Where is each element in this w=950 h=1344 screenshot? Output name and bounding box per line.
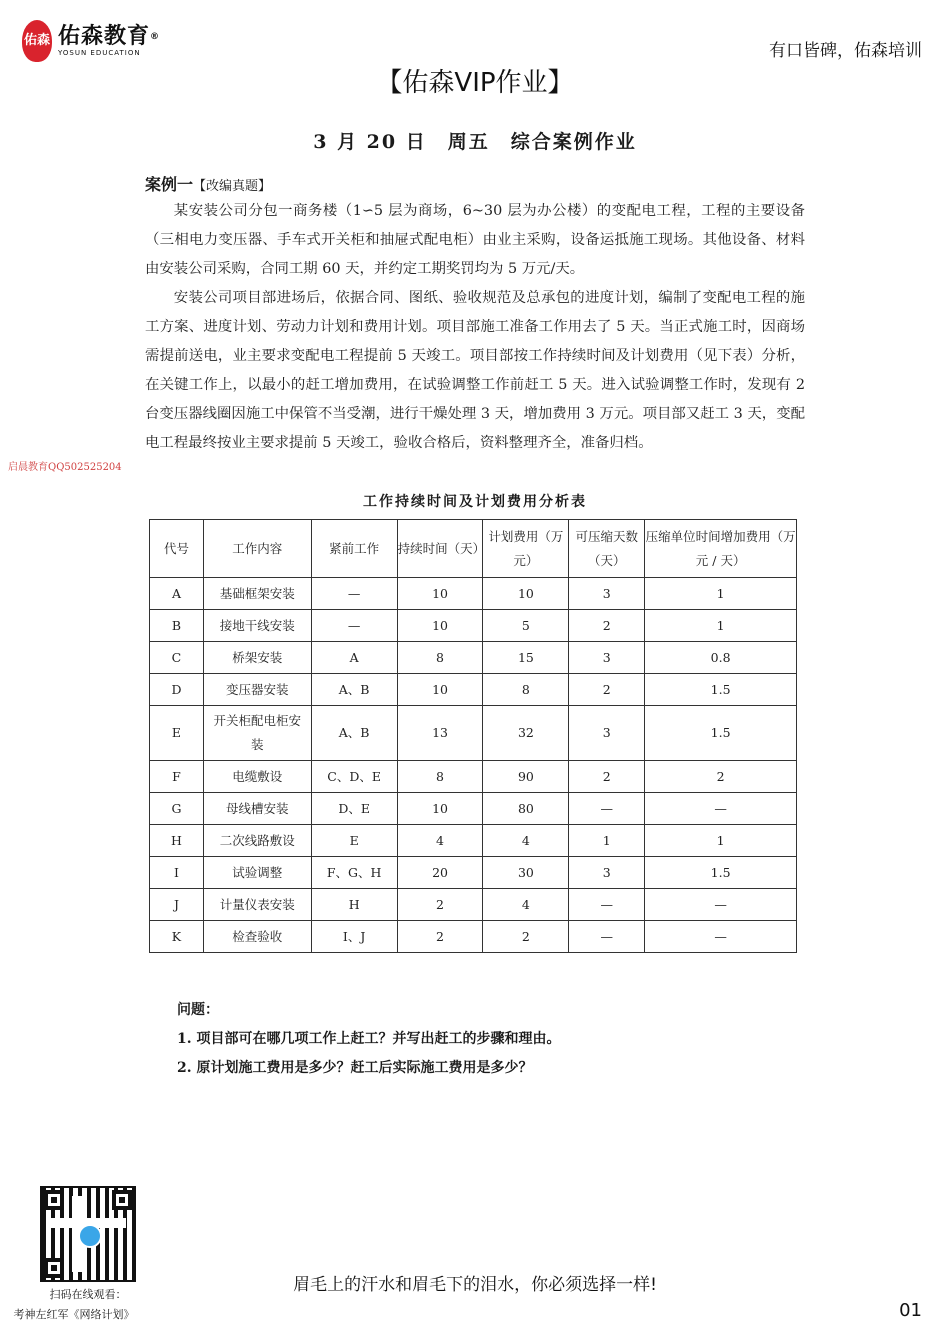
cell-code: C [150,642,204,674]
cell-code: F [150,761,204,793]
cell-work: 计量仪表安装 [203,889,311,921]
cell-cost: 5 [483,610,569,642]
header-work-content: 工作内容 [203,520,311,578]
cell-unit-cost: 1 [645,578,797,610]
cell-work: 开关柜配电柜安装 [203,706,311,761]
footer-motto: 眉毛上的汗水和眉毛下的泪水，你必须选择一样! [293,1275,657,1295]
cell-duration: 2 [397,921,483,953]
table-row [150,761,797,793]
cell-compress: 3 [569,706,645,761]
cell-cost: 2 [483,921,569,953]
cell-predecessor: A [311,642,397,674]
cell-code: K [150,921,204,953]
cell-unit-cost: 1.5 [645,706,797,761]
logo-english: YOSUN EDUCATION [58,49,141,57]
cell-work: 二次线路敷设 [203,825,311,857]
cell-compress: 3 [569,857,645,889]
header-unit-added-cost: 压缩单位时间增加费用（万元 / 天） [645,520,797,578]
cell-work: 试验调整 [203,857,311,889]
vip-title: 【佑森VIP作业】 [376,68,574,98]
cell-compress: 1 [569,825,645,857]
qr-block [13,1188,138,1322]
header-compressible-days: 可压缩天数（天） [569,520,645,578]
cell-predecessor: — [311,578,397,610]
table-row [150,793,797,825]
cell-duration: 8 [397,642,483,674]
header-planned-cost: 计划费用（万元） [483,520,569,578]
cell-cost: 10 [483,578,569,610]
cell-duration: 13 [397,706,483,761]
logo-name: 佑森教育 [58,24,151,49]
cell-duration: 4 [397,825,483,857]
cell-unit-cost: 1 [645,610,797,642]
cell-unit-cost: 1.5 [645,857,797,889]
table-row [150,857,797,889]
cell-code: J [150,889,204,921]
header-duration: 持续时间（天） [397,520,483,578]
cell-unit-cost: — [645,889,797,921]
cell-unit-cost: 1 [645,825,797,857]
cell-work: 电缆敷设 [203,761,311,793]
cell-predecessor: A、B [311,674,397,706]
cell-unit-cost: 0.8 [645,642,797,674]
cell-compress: 3 [569,642,645,674]
cell-work: 母线槽安装 [203,793,311,825]
cell-predecessor: H [311,889,397,921]
cell-code: I [150,857,204,889]
cell-compress: 2 [569,674,645,706]
cell-cost: 30 [483,857,569,889]
cell-duration: 8 [397,761,483,793]
logo-mark-icon: 佑森 [22,20,52,62]
page-number: 01 [899,1300,922,1321]
cell-unit-cost: — [645,793,797,825]
cell-cost: 15 [483,642,569,674]
qr-caption-2: 考神左红军《网络计划》 [13,1308,135,1321]
cell-compress: — [569,889,645,921]
cell-code: D [150,674,204,706]
case-paragraph-1: 某安装公司分包一商务楼（1∽5 层为商场，6~30 层为办公楼）的变配电工程，工程的主要设备（三相电力变压器、手车式开关柜和抽屉式配电柜）由业主采购，设备运抵施工现场。其他设备、材料由安装公司采购，合同工期 60 天，并约定工期奖罚均为 5 万元/天。 [145,203,805,277]
cell-code: H [150,825,204,857]
question-2: 2. 原计划施工费用是多少？赶工后实际施工费用是多少？ [177,1060,533,1076]
cell-predecessor: D、E [311,793,397,825]
cell-code: B [150,610,204,642]
case-paragraph-2: 安装公司项目部进场后，依据合同、图纸、验收规范及总承包的进度计划，编制了变配电工程的施工方案、进度计划、劳动力计划和费用计划。项目部施工准备工作用去了 5 天。当正式施工时，因商场需提前送电，业主要求变配电工程提前 5 天竣工。项目部按工作持续时间及计划费用（见下表）分析，在关键工作上，以最小的赶工增加费用，在试验调整工作前赶工 5 天。进入试验调整工作时，发现有 2 台变压器线圈因施工中保管不当受潮，进行干燥处理 3 天，增加费用 3 万元。项目部又赶工 3 天，变配电工程最终按业主要求提前 5 天竣工，验收合格后，资料整理齐全，准备归档。 [145,290,805,451]
header-slogan: 有口皆碑，佑森培训 [769,41,922,61]
table-row [150,921,797,953]
question-1: 1. 项目部可在哪几项工作上赶工？并写出赶工的步骤和理由。 [177,1031,561,1047]
header-predecessor: 紧前工作 [311,520,397,578]
cell-code: G [150,793,204,825]
cell-compress: 2 [569,610,645,642]
cell-unit-cost: 2 [645,761,797,793]
cell-work: 变压器安装 [203,674,311,706]
cell-work: 基础框架安装 [203,578,311,610]
cell-unit-cost: — [645,921,797,953]
case-heading [145,172,271,195]
case-label: 案例一 [145,175,194,194]
logo [22,20,160,62]
cell-predecessor: A、B [311,706,397,761]
cell-predecessor: C、D、E [311,761,397,793]
table-row [150,674,797,706]
table-row [150,642,797,674]
cell-compress: — [569,921,645,953]
registered-icon: ® [150,32,161,42]
cell-duration: 2 [397,889,483,921]
cell-duration: 20 [397,857,483,889]
questions-section [177,996,561,1083]
header-code: 代号 [150,520,204,578]
table-row [150,578,797,610]
side-note: 启晨教育QQ502525204 [8,462,122,473]
table-title: 工作持续时间及计划费用分析表 [363,494,587,510]
questions-heading: 问题： [177,1002,219,1018]
table-row [150,706,797,761]
cell-duration: 10 [397,674,483,706]
cost-analysis-table [149,519,797,953]
cell-cost: 8 [483,674,569,706]
qr-code-icon[interactable] [42,1188,134,1280]
cell-predecessor: E [311,825,397,857]
cell-work: 检查验收 [203,921,311,953]
cell-cost: 90 [483,761,569,793]
qr-caption-1: 扫码在线观看： [49,1288,127,1301]
case-tag: 【改编真题】 [193,179,272,194]
qr-center-logo-icon [78,1224,102,1248]
assignment-title: 3 月 20 日 周五 综合案例作业 [313,131,637,153]
cell-cost: 4 [483,889,569,921]
cell-predecessor: F、G、H [311,857,397,889]
cell-code: E [150,706,204,761]
table-header-row [150,520,797,578]
cell-duration: 10 [397,578,483,610]
cell-predecessor: I、J [311,921,397,953]
table-row [150,889,797,921]
cell-cost: 4 [483,825,569,857]
logo-text [58,25,160,57]
cell-duration: 10 [397,610,483,642]
cell-work: 桥架安装 [203,642,311,674]
table-row [150,825,797,857]
cell-work: 接地干线安装 [203,610,311,642]
cell-predecessor: — [311,610,397,642]
cell-duration: 10 [397,793,483,825]
cell-cost: 80 [483,793,569,825]
cell-cost: 32 [483,706,569,761]
cell-compress: — [569,793,645,825]
cell-code: A [150,578,204,610]
table-row [150,610,797,642]
cell-unit-cost: 1.5 [645,674,797,706]
cell-compress: 3 [569,578,645,610]
cell-compress: 2 [569,761,645,793]
